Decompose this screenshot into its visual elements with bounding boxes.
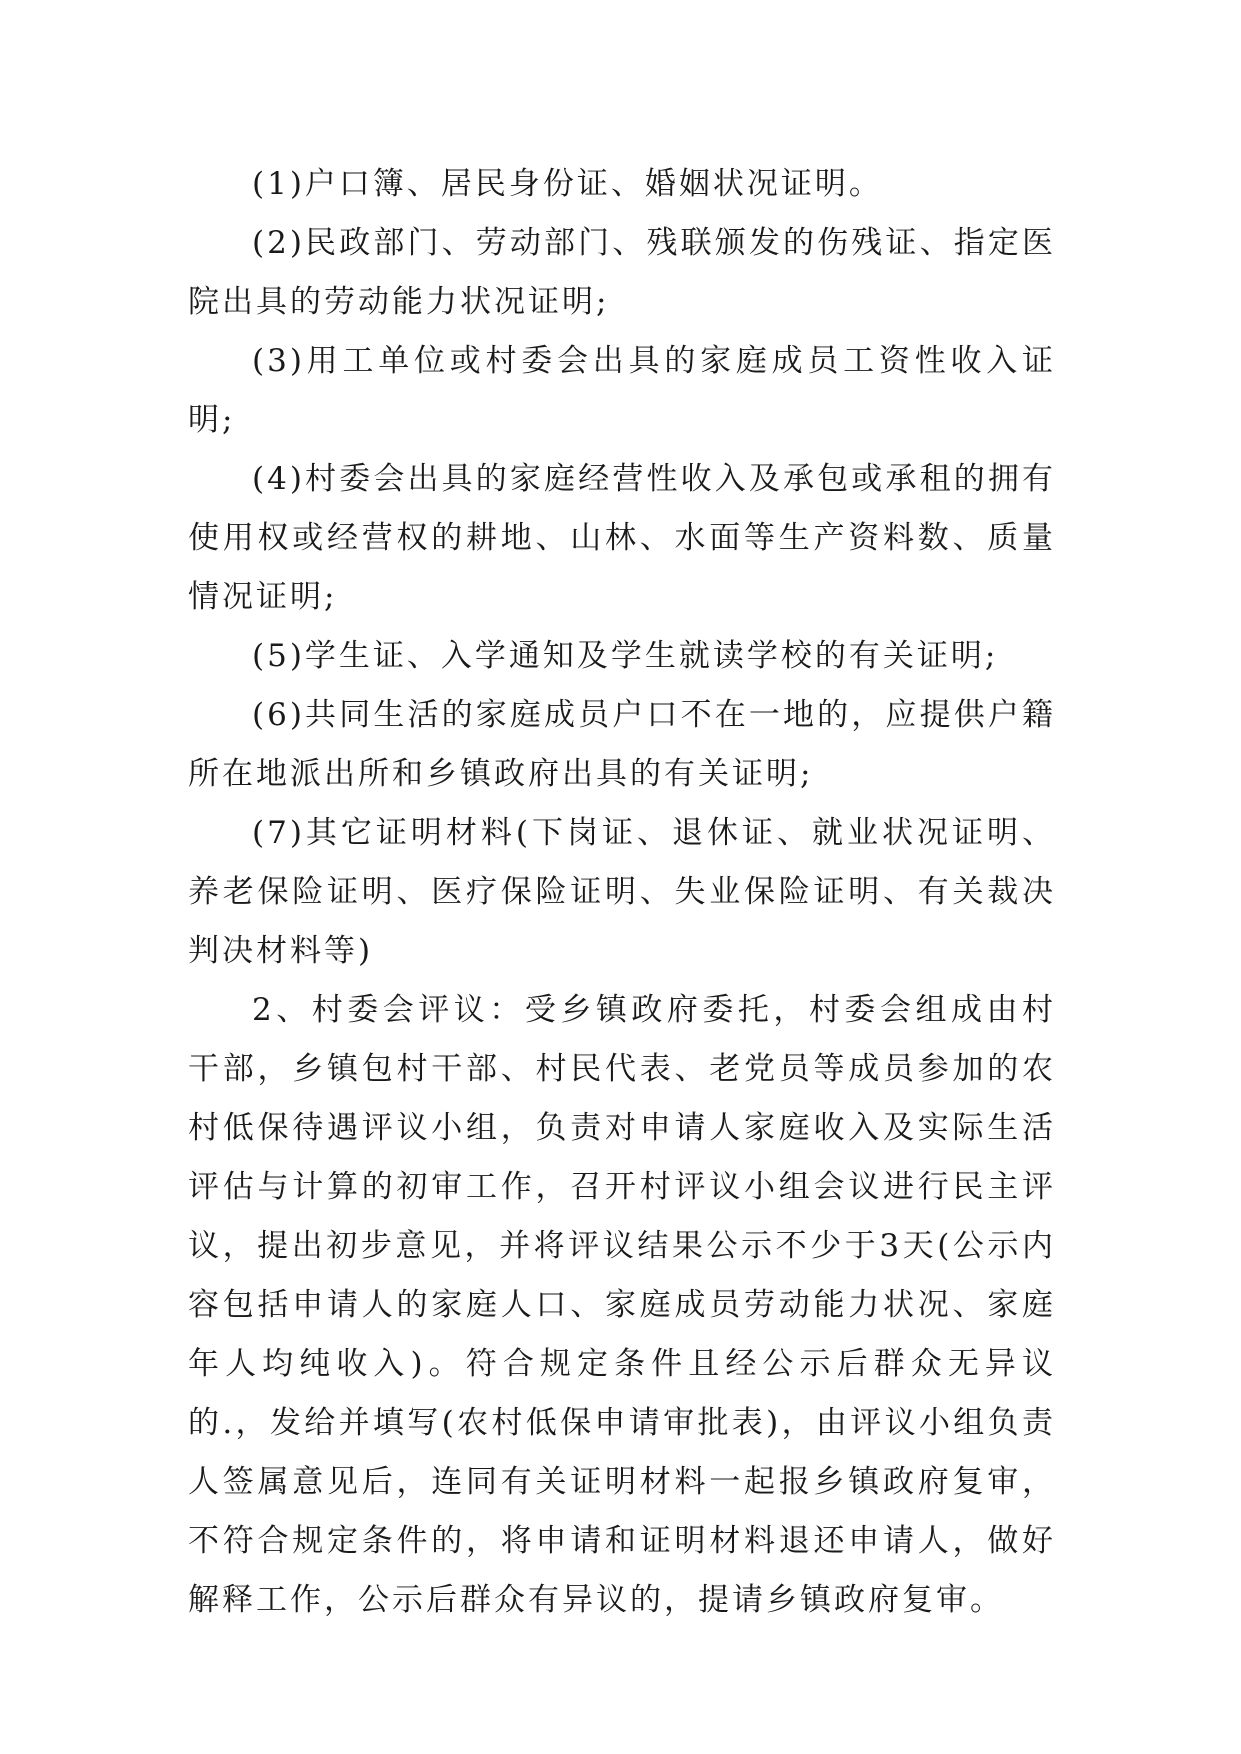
document-body bbox=[188, 155, 1056, 1630]
paragraph-item-4: (4)村委会出具的家庭经营性收入及承包或承租的拥有使用权或经营权的耕地、山林、水面等生产资料数、质量情况证明; bbox=[188, 461, 1056, 615]
paragraph-item-1: (1)户口簿、居民身份证、婚姻状况证明。 bbox=[252, 166, 883, 202]
paragraph-item-3: (3)用工单位或村委会出具的家庭成员工资性收入证明; bbox=[188, 343, 1056, 438]
paragraph-item-2: (2)民政部门、劳动部门、残联颁发的伤残证、指定医院出具的劳动能力状况证明; bbox=[188, 225, 1056, 320]
paragraph-village-review: 2、村委会评议：受乡镇政府委托，村委会组成由村干部，乡镇包村干部、村民代表、老党员等成员参加的农村低保待遇评议小组，负责对申请人家庭收入及实际生活评估与计算的初审工作，召开村评议小组会议进行民主评议，提出初步意见，并将评议结果公示不少于3天(公示内容包括申请人的家庭人口、家庭成员劳动能力状况、家庭年人均纯收入)。符合规定条件且经公示后群众无异议的.，发给并填写(农村低保申请审批表)，由评议小组负责人签属意见后，连同有关证明材料一起报乡镇政府复审，不符合规定条件的，将申请和证明材料退还申请人，做好解释工作，公示后群众有异议的，提请乡镇政府复审。 bbox=[188, 992, 1056, 1618]
paragraph-item-5: (5)学生证、入学通知及学生就读学校的有关证明; bbox=[252, 638, 999, 674]
paragraph-item-7: (7)其它证明材料(下岗证、退休证、就业状况证明、养老保险证明、医疗保险证明、失业保险证明、有关裁决判决材料等) bbox=[188, 815, 1056, 969]
paragraph-item-6: (6)共同生活的家庭成员户口不在一地的，应提供户籍所在地派出所和乡镇政府出具的有关证明; bbox=[188, 697, 1056, 792]
